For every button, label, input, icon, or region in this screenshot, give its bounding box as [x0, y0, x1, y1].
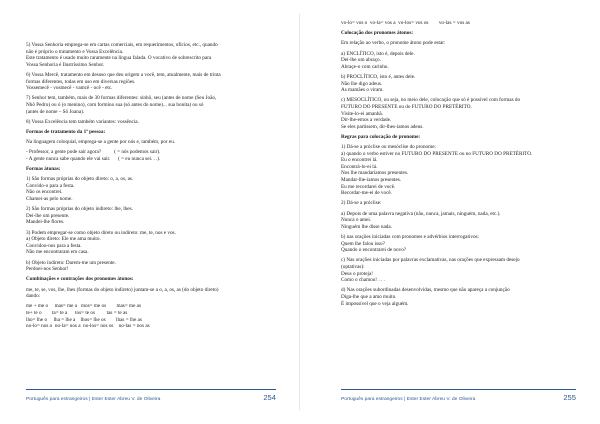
paragraph	[26, 119, 292, 126]
text-line: a) quando o verbo estiver no FUTURO DO PRESENTE ou no FUTURO DO PRETÉRITO.	[341, 150, 533, 157]
footer-title: Português para estrangeiros | Ester Ester Abreu V. de Oliveira	[26, 397, 161, 402]
text-line: Formas átonas:	[26, 166, 61, 173]
text-line: me + me o mas= me a mos= me os mas= me as	[26, 303, 142, 310]
paragraph	[26, 230, 292, 256]
text-line: Dir-lhe-emos a verdade.	[341, 117, 392, 124]
left-page-footer	[26, 389, 276, 402]
paragraph	[26, 260, 292, 273]
text-line: 2) Dá-se a próclise:	[341, 200, 382, 207]
text-line: b) nas orações iniciadas com pronomes e advérbios interrogativos:	[341, 233, 480, 240]
text-line: Visite-lo-ei amanhã.	[341, 110, 384, 117]
text-line: 3) Podem empregar-se como objeto direto ou indireto: me, te, nos e vos.	[26, 229, 176, 236]
text-line: Em relação ao verbo, o pronome átono pode estar:	[341, 40, 446, 47]
text-line: te+ te o ta= te a tos= te os tas = te as	[26, 309, 128, 316]
text-line: - Professor, a gente pode sair agora? ( = nós podemos sair).	[26, 149, 161, 156]
text-line: d) Nas orações subordinadas desenvolvidas, mesmo que não apareça a conjunção	[341, 287, 510, 294]
text-line: Nhô Pedro) ou ó (o menino), com formino sua (só antes do nome)... sua bonita) ou só	[26, 101, 204, 108]
text-line: Abraçe-o com carinho.	[341, 63, 389, 70]
text-line: FUTURO DO PRESENTE ou do FUTURO DO PRETÉRITO.	[341, 103, 472, 110]
section-heading	[26, 129, 292, 136]
text-line: Quando o encontrarei de novo?	[341, 247, 407, 254]
text-line: Convidou-nos para a festa.	[26, 242, 82, 249]
section-heading	[341, 134, 586, 141]
text-line: Ninguém lhe disse nada.	[341, 223, 392, 230]
paragraph	[26, 287, 292, 300]
section-heading	[341, 30, 586, 37]
left-page-text	[26, 42, 292, 330]
text-line: me, te, se, vos, lhe, lhes (formas do objeto indireto) juntam-se a o, a, os, as (do objeto direto)	[26, 286, 219, 293]
paragraph	[341, 234, 586, 254]
text-line: Formas de tratamento da 1ª pessoa:	[26, 128, 106, 135]
text-line: Eu o encontrei lá.	[341, 157, 378, 164]
section-heading	[26, 166, 292, 173]
paragraph	[26, 206, 292, 226]
footer-title: Português para estrangeiros | Ester Ester Abreu V. de Oliveira	[341, 397, 476, 402]
text-line: Dei-lhe um abraço.	[341, 57, 381, 64]
text-line: Nos lhe mandaríamos presentes.	[341, 170, 409, 177]
text-line: Regras para colocação de pronome:	[341, 133, 421, 140]
paragraph	[341, 287, 586, 307]
text-line: Vossa Senhoria é Ilustríssimo Senhor.	[26, 61, 105, 68]
text-line: Vossemecê - vosmecê - vamcê - ocê - etc.	[26, 85, 113, 92]
paragraph	[341, 211, 586, 231]
text-line: 5) Vossa Senhoria emprega-se em cartas comerciais, em requerimentos, ofícios, etc., quando	[26, 42, 218, 48]
text-line: c) MESOCLÍTICO, ou seja, no meio dele, colocação que só é possível com formas do	[341, 97, 521, 104]
paragraph	[26, 139, 292, 146]
text-line: Na linguagem coloquial, emprega-se a gente por nós e, também, por eu.	[26, 139, 176, 146]
text-line: Diga-lhe que a amo muito.	[341, 293, 397, 300]
text-line: Eu me recordarei de você.	[341, 183, 396, 190]
paragraph	[341, 200, 586, 207]
text-line: Não os encontrei.	[26, 189, 63, 196]
paragraph	[26, 42, 292, 68]
paragraph	[341, 20, 586, 27]
text-line: Quem lhe falou isso?	[341, 240, 385, 247]
text-line: 7) Senhor tem, também, mais de 30 formas diferentes: sinhô, seu (antes de nome (Seu João,	[26, 95, 217, 102]
paragraph	[26, 95, 292, 115]
text-line: 1) São formas próprias do objeto direto: o, a, os, as.	[26, 176, 134, 183]
text-line: 1) Dá-se a próclise ou mesóclise do pronome:	[341, 144, 436, 151]
text-line: Deus o proteja!	[341, 270, 373, 277]
text-line: Não lhe digo adeus.	[341, 80, 383, 87]
text-line: Encontrá-lo-ei lá.	[341, 163, 378, 170]
right-page-text	[341, 20, 586, 307]
right-page-footer	[341, 389, 576, 402]
text-line: Este tratamento é usado muito raramente na língua falada. O vocativo de sobrescrito para	[26, 55, 212, 62]
paragraph	[341, 144, 586, 197]
text-line: no-lo= nos o no-la= nos a no-los= nos os no-las = nos as	[26, 323, 150, 330]
section-heading	[26, 276, 292, 283]
right-page	[300, 0, 600, 424]
paragraph	[341, 74, 586, 94]
text-line: Mandei-lhe flores.	[26, 219, 65, 226]
text-line: Mandar-lhe-íamos presentes.	[341, 177, 402, 184]
text-line: Dei-lhe um presente.	[26, 212, 70, 219]
text-line: (optativas):	[341, 263, 365, 270]
text-line: Chamei-as pelo nome.	[26, 196, 73, 203]
paragraph	[26, 176, 292, 202]
text-line: Como o chamou! . . .	[341, 277, 385, 284]
text-line: 8) Vossa Excelência tem também variantes: vossência.	[26, 118, 139, 125]
paragraph	[341, 51, 586, 71]
paragraph	[26, 303, 292, 329]
text-line: a) Depois de uma palavra negativa (não, nunca, jamais, ninguém, nada, etc.).	[341, 210, 501, 217]
text-line: Colocação dos pronomes átonos:	[341, 30, 414, 37]
text-line: Combinações e contrações dos pronomes átonos:	[26, 276, 134, 283]
paragraph	[26, 149, 292, 162]
text-line: - A gente nunca sabe quando ele vai sair. ( = eu nunca sei. . .).	[26, 155, 161, 162]
text-line: não é próprio o tratamento e Vossa Excelência.	[26, 48, 124, 55]
text-line: Recordar-me-ei de você.	[341, 190, 393, 197]
text-line: dando:	[26, 293, 41, 300]
text-line: É impossível que o veja alguém.	[341, 300, 409, 307]
text-line: vo-lo= vos o vo-la= vos a vo-los= vos os vo-las = vos as	[341, 20, 470, 26]
page-number: 255	[563, 393, 576, 402]
paragraph	[26, 72, 292, 92]
text-line: Se eles partissem, dir-lhes-íamos adeus.	[341, 123, 424, 130]
text-line: 6) Vossa Mercê, tratamento em desuso que deu origem a você, tem, atualmente, mais de trinta	[26, 71, 221, 78]
text-line: Convido-o para a festa.	[26, 182, 75, 189]
page-number: 254	[263, 393, 276, 402]
text-line: formas diferentes, todas em uso em diversas regiões.	[26, 78, 136, 85]
text-line: Não me encontraram em casa.	[26, 249, 89, 256]
text-line: c) Nas orações iniciadas por palavras exclamativas, nas orações que expressam desejo	[341, 257, 520, 264]
text-line: Perdoei-nos Senhor!	[26, 266, 69, 273]
text-line: (antes de nome – Sô Joana).	[26, 108, 85, 115]
text-line: b) Objeto indireto: Darem-me um presente.	[26, 259, 116, 266]
text-line: As mamães o viram.	[341, 87, 384, 94]
text-line: Nunca o amei.	[341, 217, 372, 224]
text-line: 2) São formas próprias do objeto indireto: lhe, lhes.	[26, 206, 133, 213]
text-line: a) Objeto direto: Ele me ama muito.	[26, 236, 101, 243]
paragraph	[341, 40, 586, 47]
text-line: a) ENCLÍTICO, isto é, depois dele.	[341, 50, 415, 57]
paragraph	[341, 97, 586, 130]
footer-rule	[26, 389, 276, 390]
footer-rule	[341, 389, 576, 390]
text-line: b) PROCLÍTICO, isto é, antes dele.	[341, 73, 416, 80]
text-line: lho= lhe o lha = lhe a lhos= lhe os lhas = lhe as	[26, 316, 142, 323]
paragraph	[341, 257, 586, 283]
